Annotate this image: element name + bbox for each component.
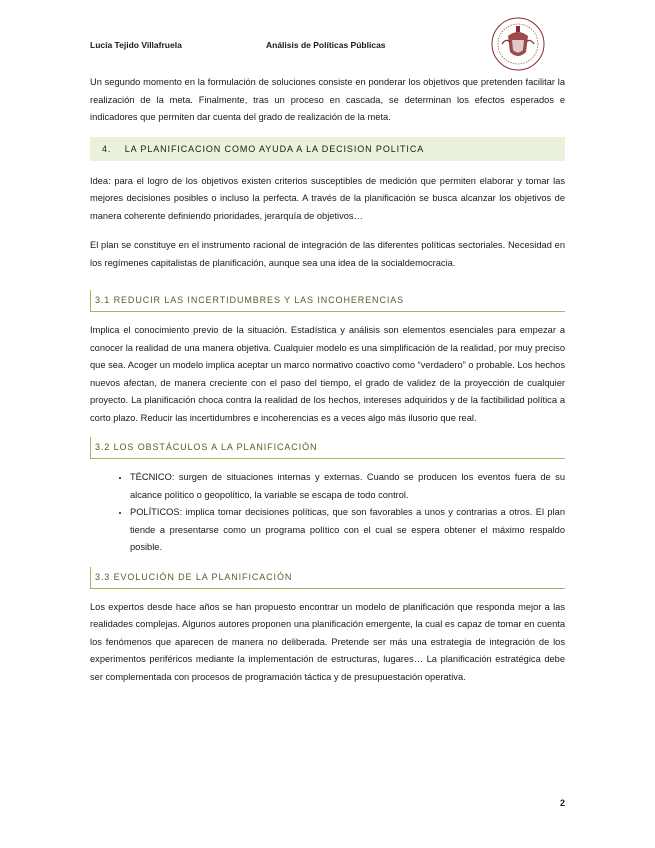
section-4-title: LA PLANIFICACION COMO AYUDA A LA DECISION POLITICA bbox=[124, 143, 425, 154]
section-4-paragraph-2: El plan se constituye en el instrumento racional de integración de las diferentes políticas sectoriales. Necesidad en los regímenes capitalistas de planificación, aunque sea una idea de la socialdemocracia. bbox=[90, 240, 565, 268]
university-seal-logo bbox=[490, 14, 546, 74]
section-3-1-heading: 3.1 REDUCIR LAS INCERTIDUMBRES Y LAS INCOHERENCIAS bbox=[90, 290, 565, 312]
section-4-paragraph-1: Idea: para el logro de los objetivos existen criterios susceptibles de medición que permiten elaborar y tomar las mejores decisiones posibles o incluso la perfecta. A través de la planificación se busca alcanzar los objetivos de manera coherente definiendo prioridades, jerarquía de objetivos… bbox=[90, 175, 565, 221]
list-item-politicos: • POLÍTICOS: implica tomar decisiones políticas, que son favorables a unos y contrarias a otros. El plan tiende a presentarse como un programa político con el cual se espera obtener el máximo respaldo posible. bbox=[130, 504, 565, 557]
section-4-number: 4. bbox=[102, 143, 112, 154]
header-course: Análisis de Políticas Públicas bbox=[266, 40, 386, 50]
intro-paragraph: Un segundo momento en la formulación de soluciones consiste en ponderar los objetivos que pretenden facilitar la realización de la meta. Finalmente, tras un proceso en cascada, se determinan los efectos esperados e indicadores que permiten dar cuenta del grado de realización de la meta. bbox=[90, 77, 565, 122]
list-item-tecnico: • TÉCNICO: surgen de situaciones internas y externas. Cuando se producen los eventos fuera de su alcance político o geopolítico, la variable se escapa de todo control. bbox=[130, 469, 565, 504]
page-number: 2 bbox=[559, 798, 565, 808]
section-3-3-paragraph: Los expertos desde hace años se han propuesto encontrar un modelo de planificación que responda mejor a las realidades complejas. Algunos autores proponen una planificación emergente, la cual es capaz de tomar en cuenta los fenómenos que aparecen de manera no deliberada. Pretende ser más una estrategia de integración de los experimentos periféricos mediante la implementación de estructuras, lugares… La planificación estratégica debe ser complementada con procesos de programación táctica y de presupuestación operativa. bbox=[90, 601, 565, 682]
section-4-heading bbox=[90, 137, 565, 161]
header-author: Lucía Tejido Villafruela bbox=[90, 40, 182, 50]
obstacles-list bbox=[90, 469, 565, 557]
section-3-2-heading: 3.2 LOS OBSTÁCULOS A LA PLANIFICACIÓN bbox=[90, 437, 565, 459]
section-3-1-paragraph: Implica el conocimiento previo de la situación. Estadística y análisis son elementos esenciales para empezar a conocer la realidad de una manera objetiva. Cualquier modelo es una simplificación de la realidad, por muy preciso que sea. Acoger un modelo implica aceptar un marco normativo coactivo como “verdadero” o probable. Los hechos nuevos afectan, de manera creciente con el paso del tiempo, el grado de validez de la proyección de cualquier proyecto. La planificación choca contra la realidad de los hechos, intereses adquiridos y de la factibilidad política a corto plazo. Reducir las incertidumbres e incoherencias es a veces algo más ilusorio que real. bbox=[90, 325, 565, 423]
page-content bbox=[90, 74, 565, 686]
section-3-3-heading: 3.3 EVOLUCIÓN DE LA PLANIFICACIÓN bbox=[90, 567, 565, 589]
